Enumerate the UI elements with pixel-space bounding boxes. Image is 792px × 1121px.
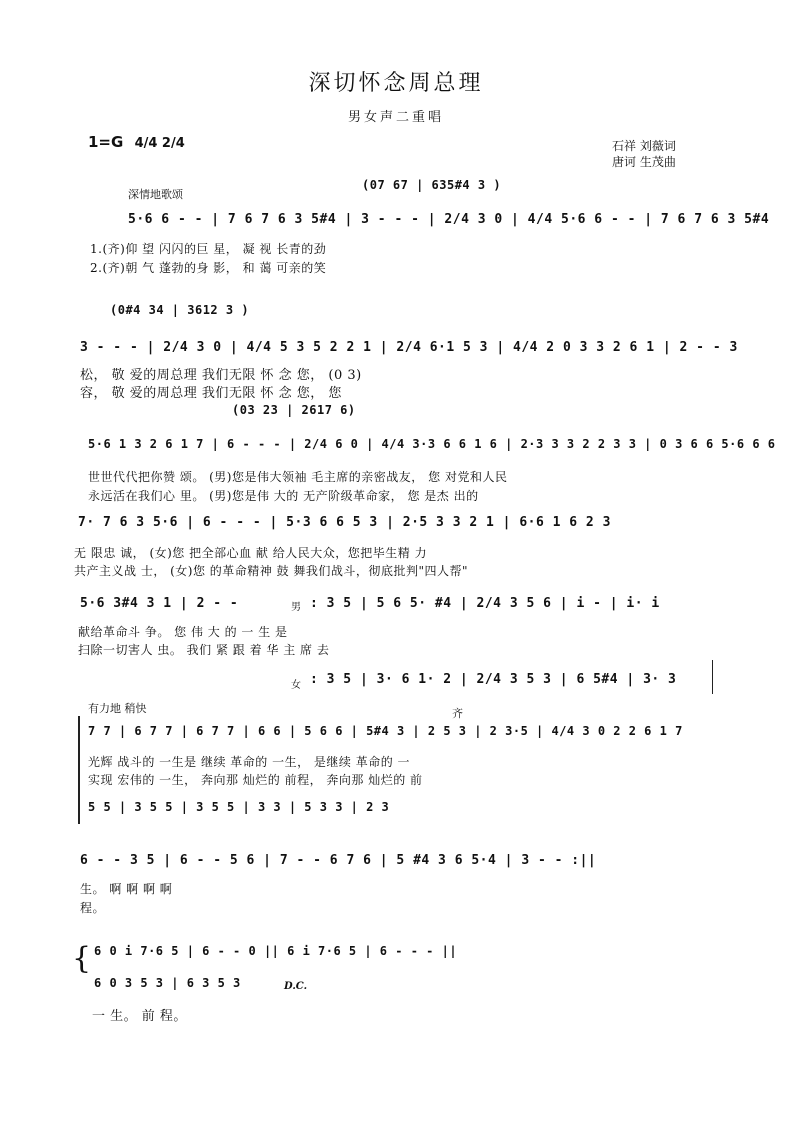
- lyric-line-1: 世世代代把你赞 颂。 (男)您是伟大领袖 毛主席的亲密战友， 您 对党和人民: [88, 470, 508, 484]
- song-subtitle: 男女声二重唱: [347, 110, 444, 125]
- tempo-mark: 深情地歌颂: [128, 188, 183, 201]
- notation-line: 7· 7 6 3 5·6 | 6 - - - | 5·3 6 6 5 3 | 2·5 3 3 2 1 | 6·6 1 6 2 3: [78, 515, 611, 530]
- male-part-label: 男: [291, 602, 301, 613]
- lyric-line-2: 实现 宏伟的 一生， 奔向那 灿烂的 前程， 奔向那 灿烂的 前: [88, 773, 423, 787]
- time-signature: 4/4 2/4: [134, 136, 185, 151]
- cue-notes: (03 23 | 2617 6): [232, 403, 356, 417]
- female-part-notes: : 3 5 | 3· 6 1· 2 | 2/4 3 5 3 | 6 5#4 | 3· 3: [310, 672, 677, 687]
- composer-credit: 唐诃 生茂曲: [612, 155, 676, 169]
- lyric-line-1: 1.(齐)仰 望 闪闪的巨 星， 凝 视 长青的劲: [90, 242, 327, 256]
- lower-voice-notes: 5 5 | 3 5 5 | 3 5 5 | 3 3 | 5 3 3 | 2 3: [88, 800, 390, 814]
- lyric-line-2: 共产主义战 士， (女)您 的革命精神 鼓 舞我们战斗，彻底批判"四人帮": [74, 564, 468, 578]
- lyric-line-1: 松， 敬 爱的周总理 我们无限 怀 念 您， (0 3): [80, 368, 362, 383]
- lyric-line-2: 2.(齐)朝 气 蓬勃的身 影， 和 蔼 可亲的笑: [90, 261, 327, 275]
- tempo-mark: 有力地 稍快: [88, 702, 147, 715]
- lyric-line-2: 永远活在我们心 里。 (男)您是伟 大的 无产阶级革命家， 您 是杰 出的: [88, 489, 479, 503]
- cue-notes: (0#4 34 | 3612 3 ): [110, 303, 250, 317]
- female-part-label: 女: [291, 680, 301, 691]
- notation-line: 5·6 1 3 2 6 1 7 | 6 - - - | 2/4 6 0 | 4/4 3·3 6 6 1 6 | 2·3 3 3 2 2 3 3 | 0 3 6 6 5·6 6 6: [88, 437, 776, 451]
- male-part-notes: : 3 5 | 5 6 5· #4 | 2/4 3 5 6 | i - | i· i: [310, 596, 660, 611]
- lyric-line-1: 一 生。 前 程。: [92, 1009, 187, 1024]
- dc-mark: D.C.: [284, 981, 308, 992]
- notation-line: 3 - - - | 2/4 3 0 | 4/4 5 3 5 2 2 1 | 2/4 6·1 5 3 | 4/4 2 0 3 3 2 6 1 | 2 - - 3: [80, 340, 738, 355]
- barline: [712, 660, 713, 694]
- lyric-line-1: 光辉 战斗的 一生是 继续 革命的 一生， 是继续 革命的 一: [88, 755, 411, 769]
- lyricist-credit: 石祥 刘薇词: [612, 139, 676, 153]
- system-bracket: [78, 716, 80, 824]
- lyric-line-2: 容， 敬 爱的周总理 我们无限 怀 念 您， 您: [80, 386, 342, 401]
- lyric-line-1: 献给革命斗 争。 您 伟 大 的 一 生 是: [78, 625, 288, 639]
- system-brace: {: [72, 941, 92, 976]
- notation-line: 6 - - 3 5 | 6 - - 5 6 | 7 - - 6 7 6 | 5 #4 3 6 5·4 | 3 - - :||: [80, 853, 597, 868]
- lyric-line-2: 扫除一切害人 虫。 我们 紧 跟 着 华 主 席 去: [78, 643, 330, 657]
- lyric-line-2: 程。: [80, 901, 106, 915]
- notation-line: 7 7 | 6 7 7 | 6 7 7 | 6 6 | 5 6 6 | 5#4 3 | 2 5 3 | 2 3·5 | 4/4 3 0 2 2 6 1 7: [88, 724, 683, 738]
- credits: [612, 138, 676, 170]
- tutti-mark: 齐: [452, 707, 463, 720]
- key-signature: [88, 133, 185, 151]
- notation-line: 6 0 i 7·6 5 | 6 - - 0 || 6 i 7·6 5 | 6 - - - ||: [94, 944, 458, 958]
- notation-line: 5·6 6 - - | 7 6 7 6 3 5#4 | 3 - - - | 2/4 3 0 | 4/4 5·6 6 - - | 7 6 7 6 3 5#4: [128, 212, 770, 227]
- key-label: 1=G: [88, 133, 124, 151]
- notation-line: 5·6 3#4 3 1 | 2 - -: [80, 596, 239, 611]
- lower-voice-notes: 6 0 3 5 3 | 6 3 5 3: [94, 976, 241, 990]
- song-title: 深切怀念周总理: [308, 71, 484, 96]
- lyric-line-1: 无 限忠 诚， (女)您 把全部心血 献 给人民大众，您把毕生精 力: [74, 546, 428, 560]
- lyric-line-1: 生。 啊 啊 啊 啊: [80, 882, 173, 896]
- cue-notes: (07 67 | 635#4 3 ): [362, 178, 502, 192]
